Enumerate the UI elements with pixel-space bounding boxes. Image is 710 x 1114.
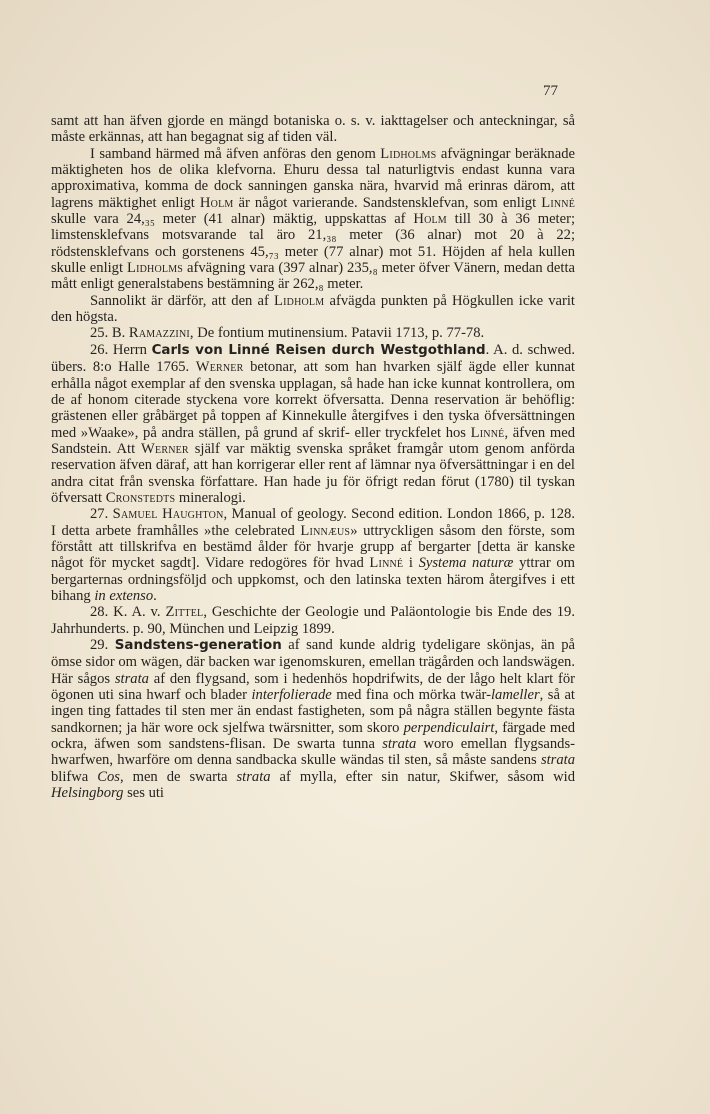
text-segment: ses uti	[123, 785, 164, 802]
text-segment: 25. B.	[90, 325, 129, 342]
body-text	[51, 113, 575, 801]
text-segment: , färgade med ockra, äfwen som sandstens-flisan. De swarta tunna	[51, 719, 575, 753]
text-segment: perpendiculairt	[403, 719, 495, 736]
text-segment: Ramazzini	[128, 325, 190, 342]
text-segment: yttrar om bergarternas ordningsföljd och uppkomst, och den latinska texten härom återgifves i ett bihang	[51, 555, 575, 604]
paragraph	[51, 325, 575, 341]
text-segment: 28. K. A. v.	[90, 604, 166, 621]
text-segment: Holm	[199, 194, 234, 211]
text-segment: . A. d. schwed. übers. 8:o Halle 1765.	[51, 341, 576, 376]
paragraph	[51, 342, 575, 506]
text-segment: woro emellan flygsands-hwarfwen, hwarföre om denna sandbacka skulle wändas til sten, så måste sandens	[51, 736, 575, 769]
text-segment: lameller	[490, 687, 540, 704]
text-segment: , De fontium mutinensium. Patavii 1713, p. 77-78.	[189, 325, 485, 342]
text-segment: af mylla, efter sin natur, Skifwer, såsom wid	[270, 768, 575, 785]
text-segment: Systema naturæ	[418, 555, 514, 572]
text-segment: Werner	[195, 359, 244, 376]
text-segment: , äfven med Sandstein. Att	[51, 424, 575, 457]
text-segment: mineralogi.	[175, 489, 246, 506]
paragraph	[51, 604, 575, 637]
text-segment: 27.	[90, 506, 113, 523]
text-segment: Linné	[470, 424, 505, 441]
paragraph	[51, 637, 575, 801]
text-segment: strata	[382, 736, 417, 753]
text-segment: , Manual of geology. Second edition. London 1866, p. 128. I detta arbete framhålles »the celebrated	[51, 506, 575, 539]
text-segment: samt att han äfven gjorde en mängd botaniska o. s. v. iakttagelser och anteckningar, så måste erkännas, att han begagnat sig af tiden väl.	[51, 113, 575, 146]
text-segment: betonar, att som han hvarken själf ägde eller kunnat erhålla något exemplar af den svenska upplagan, så hade han icke kunnat kontrollera, om de af honom citerade styckena vore korrekt öfversatta. Denna reservation är behöflig: grästenen eller gråbärget på toppen af Kinnekulle återgifves i den tyska öfversättningen med »Waake», på andra ställen, på grund af skrif- eller tryckfelet hos	[51, 359, 575, 441]
text-segment: Werner	[141, 440, 189, 457]
text-segment: Lidholm	[274, 292, 325, 309]
text-segment: afvägningar beräknade mäktigheten hos de olika klefvorna. Ehuru dessa tal naturligtvis endast kunna vara approximativa, komma de dock sanningen ganska nära, hvarvid må erinras därom, att lagrens mäktighet enligt	[51, 145, 575, 211]
text-segment: af sand kunde aldrig tydeligare skönjas, än på ömse sidor om wägen, där backen war igenomskuren, emellan trägården och landswägen. Här sågos	[51, 637, 575, 687]
text-segment: I samband härmed må äfven anföras den genom	[90, 145, 381, 162]
text-segment: Lidholms	[126, 260, 184, 277]
text-segment: i	[403, 555, 419, 572]
text-segment: af den flygsand, som i hedenhös hopdrifwits, de der lågo helt klart för ögonen uti sina hwarf och blader	[51, 670, 575, 704]
text-segment: , så at ingen ting fattades til sten mer än endast fastigheten, som på några ställen begynte fästa sandkornen; ja här wore ock sjelfwa twärsnitter, som skoro	[51, 687, 575, 736]
text-segment: Zittel	[165, 604, 204, 621]
text-segment: Lidholms	[380, 145, 437, 162]
text-segment: Linné	[369, 555, 404, 572]
text-segment: , men de swarta	[119, 768, 237, 785]
text-segment: Cronstedts	[105, 489, 176, 506]
text-segment: strata	[540, 752, 575, 769]
text-segment: Helsingborg	[51, 785, 124, 802]
text-segment: med fina och mörka twär-	[331, 687, 491, 704]
text-segment: Cos	[97, 768, 120, 785]
text-segment: skulle vara 24,₃₅ meter (41 alnar) mäktig, uppskattas af	[51, 211, 414, 228]
text-segment: , Geschichte der Geologie und Paläontologie bis Ende des 19. Jahrhunderts. p. 90, München und Leipzig 1899.	[51, 604, 575, 637]
text-segment: interfolierade	[251, 687, 332, 704]
text-segment: Samuel Haughton	[112, 506, 224, 523]
text-segment: afvägda punkten på Högkullen icke varit den högsta.	[51, 292, 575, 326]
text-segment: Linné	[541, 194, 576, 211]
paragraph	[51, 506, 575, 604]
paragraph	[51, 146, 575, 293]
text-segment: afvägning vara (397 alnar) 235,₈ meter öfver Vänern, medan detta mått enligt generalstabens bestämning är 262,₈ meter.	[51, 260, 575, 293]
text-segment: Sannolikt är därför, att den af	[90, 292, 275, 309]
text-segment: själf var mäktig svenska språket framgår utom genom anförda reservation äfven däraf, att han korrigerar eller rent af lämnar nya öfversättningar i en del andra citat från svenska författare. Han hade ju för öfrigt redan förut (1780) til tyskan öfversatt	[51, 440, 575, 506]
paragraph	[51, 113, 575, 146]
text-segment: Sandstens-generation	[114, 638, 282, 653]
text-segment: .	[153, 587, 157, 604]
text-segment: är något varierande. Sandstensklefvan, som enligt	[233, 194, 542, 211]
text-segment: » uttryckligen såsom den förste, som förstått att tillskrifva en bestämd ålder för hvarje grupp af bergarter [detta är kanske något för mycket sagdt]. Vidare redogöres för hvad	[51, 522, 575, 572]
text-segment: strata	[114, 670, 149, 687]
paragraph	[51, 293, 575, 326]
text-segment: 26. Herrn	[90, 341, 152, 358]
text-segment: strata	[236, 768, 271, 785]
text-segment: Linnæus	[300, 522, 351, 539]
text-segment: till 30 à 36 meter; limstensklefvans motsvarande tal äro 21,₃₈ meter (36 alnar) mot 20 à 22; rödstensklefvans och gorstenens 45,₇₃ meter (77 alnar) mot 51. Höjden af hela kullen skulle enligt	[51, 211, 575, 277]
text-segment: blifwa	[51, 768, 98, 785]
text-segment: in extenso	[94, 587, 154, 604]
page-number: 77	[543, 83, 558, 99]
text-segment: Carls von Linné Reisen durch Westgothland	[151, 342, 486, 358]
text-segment: Holm	[413, 211, 447, 228]
text-segment: 29.	[90, 637, 115, 653]
